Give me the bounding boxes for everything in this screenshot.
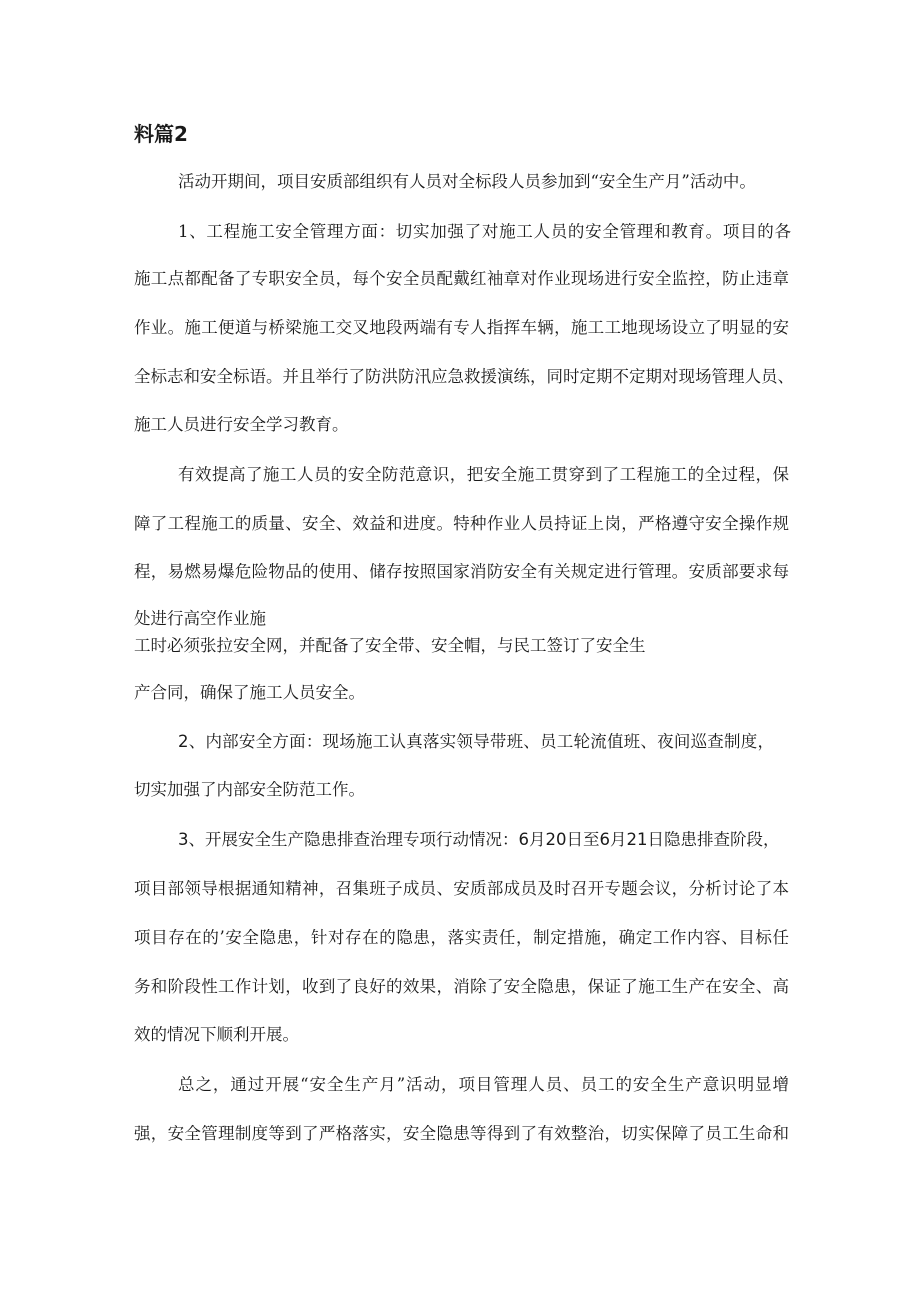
section2-line-1: 2、内部安全方面：现场施工认真落实领导带班、员工轮流值班、夜间巡查制度，: [178, 732, 774, 751]
paragraph2-line-4: 处进行高空作业施: [134, 609, 266, 628]
section3-line-4: 务和阶段性工作计划，收到了良好的效果，消除了安全隐患，保证了施工生产在安全、高: [134, 977, 789, 996]
section1-line-2: 施工点都配备了专职安全员，每个安全员配戴红袖章对作业现场进行安全监控，防止违章: [134, 269, 789, 288]
section3-line-2: 项目部领导根据通知精神，召集班子成员、安质部成员及时召开专题会议，分析讨论了本: [134, 879, 789, 898]
paragraph2-line-6: 产合同，确保了施工人员安全。: [134, 683, 365, 702]
paragraph2-line-5: 工时必须张拉安全网，并配备了安全带、安全帽，与民工签订了安全生: [134, 636, 646, 655]
document-title: 料篇2: [134, 122, 188, 146]
section1-line-1: 1、工程施工安全管理方面：切实加强了对施工人员的安全管理和教育。项目的各: [178, 222, 791, 241]
section1-line-5: 施工人员进行安全学习教育。: [134, 415, 349, 434]
paragraph2-line-2: 障了工程施工的质量、安全、效益和进度。特种作业人员持证上岗，严格遵守安全操作规: [134, 514, 789, 533]
section3-line-1: 3、开展安全生产隐患排查治理专项行动情况：6月20日至6月21日隐患排查阶段，: [178, 830, 780, 849]
section3-line-3: 项目存在的’安全隐患，针对存在的隐患，落实责任，制定措施，确定工作内容、目标任: [134, 928, 789, 947]
section1-line-3: 作业。施工便道与桥梁施工交叉地段两端有专人指挥车辆，施工工地现场设立了明显的安: [134, 318, 789, 337]
section3-line-5: 效的情况下顺利开展。: [134, 1025, 299, 1044]
section1-line-4: 全标志和安全标语。并且举行了防洪防汛应急救援演练，同时定期不定期对现场管理人员、: [134, 367, 794, 386]
conclusion-line-1: 总之，通过开展“安全生产月”活动，项目管理人员、员工的安全生产意识明显增: [178, 1075, 789, 1094]
intro-paragraph: 活动开期间，项目安质部组织有人员对全标段人员参加到“安全生产月”活动中。: [178, 172, 756, 191]
conclusion-line-2: 强，安全管理制度等到了严格落实，安全隐患等得到了有效整治，切实保障了员工生命和: [134, 1124, 789, 1143]
paragraph2-line-3: 程，易燃易爆危险物品的使用、储存按照国家消防安全有关规定进行管理。安质部要求每: [134, 562, 789, 581]
paragraph2-line-1: 有效提高了施工人员的安全防范意识，把安全施工贯穿到了工程施工的全过程，保: [178, 465, 789, 484]
section2-line-2: 切实加强了内部安全防范工作。: [134, 780, 365, 799]
